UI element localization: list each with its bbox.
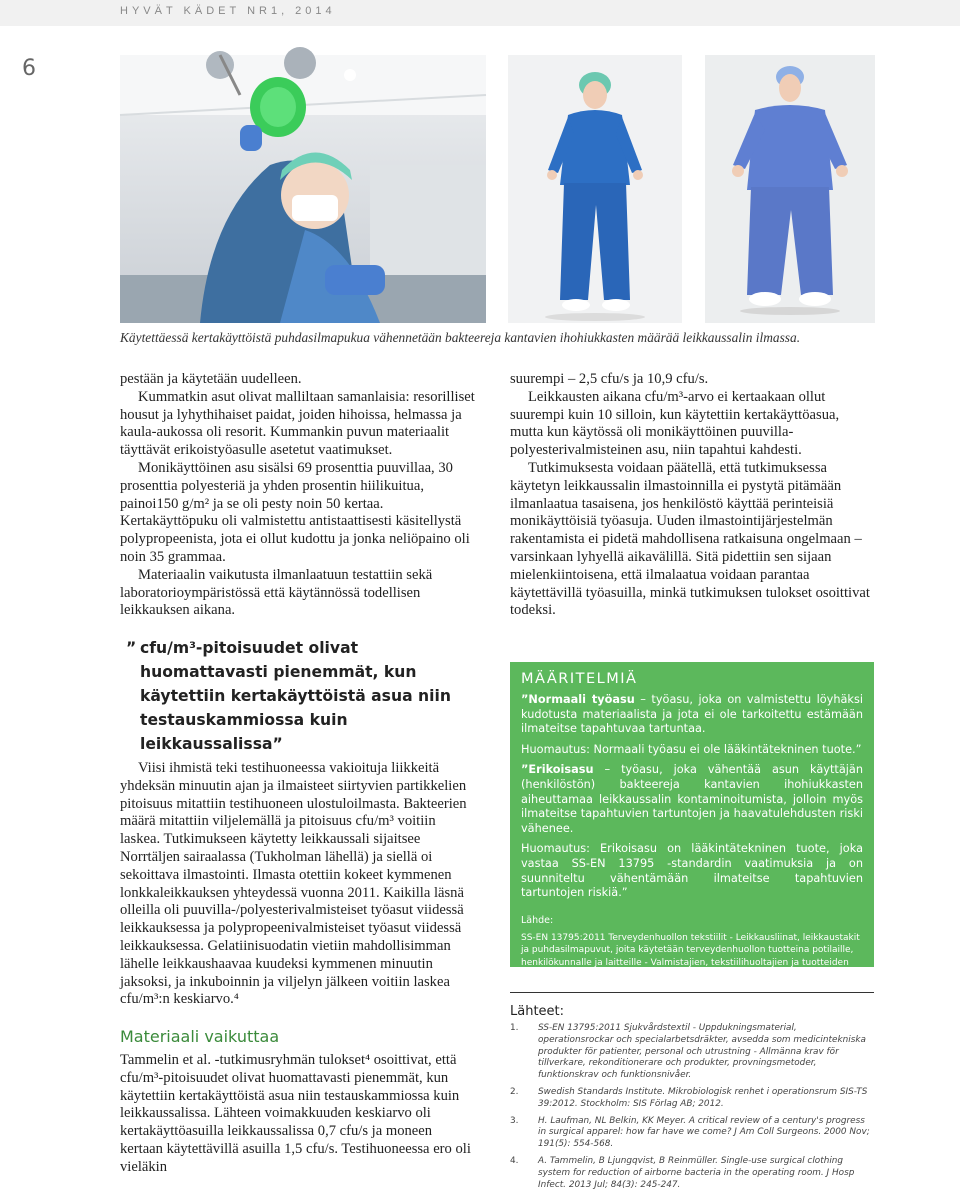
left-column-last [120,1052,475,1177]
reference-number: 3. [510,1115,519,1126]
definition-special-workwear [521,763,863,836]
quote-mark: ” [126,639,137,657]
reference-item [510,1023,874,1082]
reference-item [510,1116,874,1151]
section-heading: Materiaali vaikuttaa [120,1027,280,1046]
photo-man-cleanroom-suit [705,55,875,323]
definition-term: ”Normaali työasu [521,693,635,706]
paragraph: Tammelin et al. -tutkimusryhmän tulokset⁴ osoittivat, että cfu/m³-pitoisuudet olivat huomattavasti pienemmät, kun käytettiin kertakäyttöistä asua niin testauskammiossa kuin leikkaussalissa. Lähteen voimakkuuden keskiarvo oli kertakäyttöasuilla leikkaussalissa 0,7 cfu/s ja moneen kertaan käytettävillä asuilla 1,5 cfu/s. Testihuoneessa ero oli vieläkin [120,1052,471,1175]
pull-quote-text: cfu/m³-pitoisuudet olivat huomattavasti pienemmät, kun käytettiin kertakäyttöistä asua niin testauskammiossa kuin leikkaussalissa” [140,639,451,753]
reference-number: 1. [510,1023,519,1033]
magazine-title: HYVÄT KÄDET NR1, 2014 [120,5,336,17]
right-column-top [510,371,874,620]
photo-surgeon [120,55,486,323]
photo-caption: Käytettäessä kertakäyttöistä puhdasilmapukua vähennetään bakteereja kantavien ihohiukkasten määrää leikkaussalin ilmassa. [120,330,801,345]
paragraph: Leikkausten aikana cfu/m³-arvo ei kertaakaan ollut suurempi kuin 10 silloin, kun käytettiin kertakäyttöasua, mutta kun käytössä oli monikäyttöinen puuvilla-polyesterivalmisteinen asu, niin tapahtui kahdesti. [510,388,840,459]
paragraph: Monikäyttöinen asu sisälsi 69 prosenttia puuvillaa, 30 prosenttia polyesteriä ja yhden prosentin hiilikuitua, painoi150 g/m² ja se oli pesty noin 50 kertaa. Kertakäyttöpuku oli valmistettu antistaattisesti käsitellystä polypropeenista, jota ei ollut kudottu ja jonka neliöpaino oli noin 35 grammaa. [120,459,470,565]
definitions-box [510,662,874,980]
definitions-title: MÄÄRITELMIÄ [521,671,638,687]
paragraph: Tutkimuksesta voidaan päätellä, että tutkimuksessa käytetyn leikkaussalin ilmastoinnilla ei pystytä pitämään ilmanlaatua tasaisena, jos henkilöstö käyttää perinteisiä monikäyttöisiä työasuja. Uuden ilmastointijärjestelmän rakentamista ei pidetä mahdollisena ratkaisuna ongelmaan – varsinkaan lyhyellä aikavälillä. Sitä pidettiin sen sijaan mielenkiintoisena, että ilmalaatua voidaan parantaa käytettävillä työasuilla, minkä tutkimuksen tulokset osoittivat todeksi. [510,459,870,619]
source-title: Lähde: [521,914,554,926]
reference-item [510,1156,874,1191]
definition-text: – työasu, joka vähentää asun käyttäjän (henkilöstön) bakteereja kantavien ihohiukkasten aiheuttamaa leikkaussalin kontaminoitumista, jolloin myös ilmateitse tapahtuvien tartuntojen ja haavatulehdusten riski vähenee. [521,763,863,835]
pull-quote [120,636,490,756]
definition-text: – työasu, joka on valmistettu löyhäksi kudotusta materiaalista ja jota ei ole tarkoitettu estämään ilmateitse tapahtuvaa tartuntaa. [521,693,863,736]
left-column-top [120,371,475,620]
reference-item [510,1087,874,1111]
reference-number: 4. [510,1155,519,1166]
reference-number: 2. [510,1086,519,1097]
source-text: SS-EN 13795:2011 Terveydenhuollon tekstiilit - Leikkausliinat, leikkaustakit ja puhdasilmapuvut, joita käytetään terveydenhuollon tuotteina potilaille, henkilökunnalle ja laitteille - Valmistajien, tekstiilihuoltajien ja tuotteiden yleiset vaatimukset, testimenetelmät, suorituskykyvaatimukset ja luokitus. [521,932,860,980]
references-list [510,1023,874,1196]
definition-note: Huomautus: Erikoisasu on lääkintätekninen tuote, joka vastaa SS-EN 13795 -standardin vaatimuksia ja on suunniteltu vähentämään ilmateitse tapahtuvien tartuntojen riskiä.” [521,842,863,900]
definition-normal-workwear [521,693,863,737]
definition-term: ”Erikoisasu [521,763,594,777]
photo-woman-cleanroom-suit [508,55,682,323]
paragraph: Viisi ihmistä teki testihuoneessa vakioituja liikkeitä yhdeksän minuutin ajan ja ilmaisteet siirtyvien partikkelien pitoisuus mitattiin testihuoneen ulostuloilmasta. Bakteerien määrä mitattiin viljelemällä ja pitoisuus cfu/m³ voitiin laskea. Tutkimukseen käytetty leikkaussali sijaitsee Norrtäljen sairaalassa (Tukholman lähellä) ja siellä oi sekoittava ilmastointi. Ilmasta otettiin kokeet kymmenen lonkkaleikkauksen yhteydessä vuonna 2011. Kaikilla läsnä olleilla oli puuvilla-/polyesterivalmisteiset työasut viidessä leikkauksessa ja polypropeenivalmisteiset työasut viidessä leikkauksessa. Gelatiinisuodatin vietiin mahdollisimman lähelle leikkaushaavaa kuudeksi kymmenen minuutin jaksoksi, ja inkuboinnin ja viljelyn jälkeen voitiin laskea cfu/m³:n keskiarvo.⁴ [120,760,467,1008]
reference-text: Swedish Standards Institute. Mikrobiologisk renhet i operationsrum SIS-TS 39:2012. Stockholm: SIS Förlag AB; 2012. [538,1086,868,1109]
paragraph: Kummatkin asut olivat malliltaan samanlaisia: resorilliset housut ja lyhythihaiset paidat, joiden hihoissa, helmassa ja kaula-aukossa oli resorit. Kummankin puvun materiaalit täyttävät erikoistyöasulle asetetut vaatimukset. [120,388,475,459]
left-column-bottom [120,760,475,1009]
definition-note: Huomautus: Normaali työasu ei ole lääkintätekninen tuote.” [521,742,862,756]
page-number: 6 [22,56,36,81]
references-divider [510,992,874,993]
references-heading: Lähteet: [510,1004,565,1019]
reference-text: SS-EN 13795:2011 Sjukvårdstextil - Uppdukningsmaterial, operationsrockar och specialarbetsdräkter, avsedda som medicintekniska produkter för patienter, personal och utrustning - Allmänna krav för tillverkare, rekonditionerare och produkter, provningsmetoder, funktionskrav och funktionsnivåer. [538,1023,866,1081]
reference-text: A. Tammelin, B Ljungqvist, B Reinmüller. Single-use surgical clothing system for reduction of airborne bacteria in the operating room. J Hosp Infect. 2013 Jul; 84(3): 245-247. [538,1155,855,1190]
paragraph: Materiaalin vaikutusta ilmanlaatuun testattiin sekä laboratorioympäristössä että käytännössä todellisen leikkauksen aikana. [120,566,433,619]
paragraph: pestään ja käytetään uudelleen. [120,371,302,387]
paragraph: suurempi – 2,5 cfu/s ja 10,9 cfu/s. [510,371,709,387]
reference-text: H. Laufman, NL Belkin, KK Meyer. A critical review of a century's progress in surgical apparel: how far have we come? J Am Coll Surgeons. 2000 Nov; 191(5): 554-568. [538,1115,870,1150]
